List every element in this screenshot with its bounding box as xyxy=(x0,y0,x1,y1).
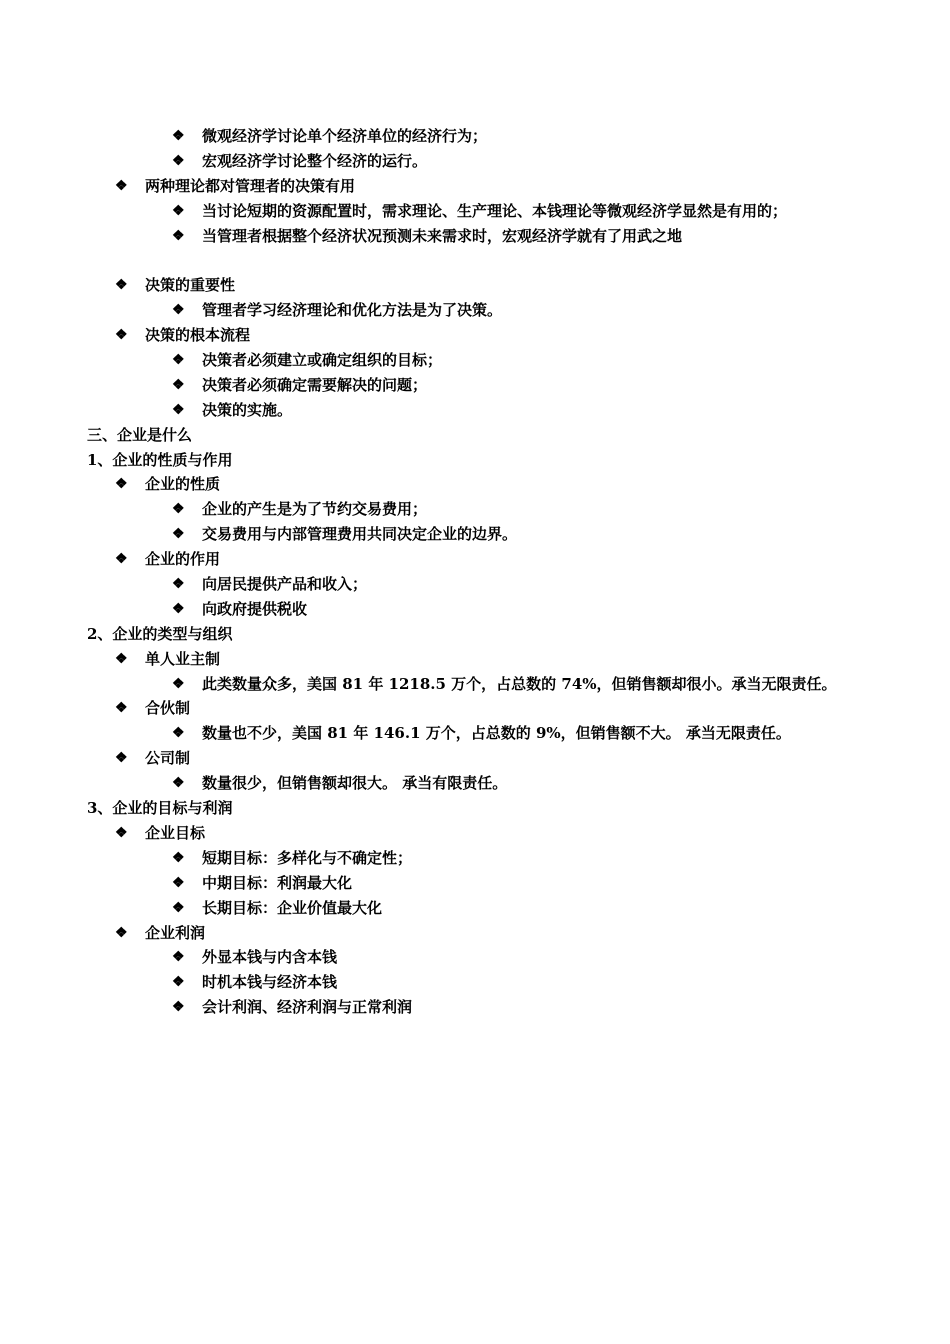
diamond-bullet-icon: ❖ xyxy=(115,924,128,941)
bullet-text: 企业的产生是为了节约交易费用； xyxy=(202,500,428,519)
heading-line xyxy=(87,796,927,821)
bullet-text: 短期目标：多样化与不确定性； xyxy=(202,848,413,867)
bullet-text: 外显本钱与内含本钱 xyxy=(202,948,338,967)
bullet-item-level1 xyxy=(87,472,927,497)
diamond-bullet-icon: ❖ xyxy=(172,526,185,543)
document-body xyxy=(87,124,927,1020)
diamond-bullet-icon: ❖ xyxy=(115,177,128,194)
diamond-bullet-icon: ❖ xyxy=(172,600,185,617)
bullet-text: 交易费用与内部管理费用共同决定企业的边界。 xyxy=(202,525,518,544)
bullet-item-level2 xyxy=(87,572,927,597)
diamond-bullet-icon: ❖ xyxy=(172,202,185,219)
bullet-item-level1 xyxy=(87,273,927,298)
diamond-bullet-icon: ❖ xyxy=(172,302,185,319)
bullet-text: 当讨论短期的资源配置时，需求理论、生产理论、本钱理论等微观经济学显然是有用的； xyxy=(202,201,788,220)
bullet-item-level1 xyxy=(87,647,927,672)
diamond-bullet-icon: ❖ xyxy=(115,476,128,493)
bullet-text: 宏观经济学讨论整个经济的运行。 xyxy=(202,151,428,170)
bullet-item-level2 xyxy=(87,149,927,174)
section-heading-text: 3、企业的目标与利润 xyxy=(87,799,233,818)
bullet-item-level2 xyxy=(87,721,927,746)
diamond-bullet-icon: ❖ xyxy=(172,849,185,866)
bullet-text: 单人业主制 xyxy=(145,649,221,668)
diamond-bullet-icon: ❖ xyxy=(172,401,185,418)
diamond-bullet-icon: ❖ xyxy=(115,327,128,344)
heading-line xyxy=(87,622,927,647)
diamond-bullet-icon: ❖ xyxy=(172,725,185,742)
diamond-bullet-icon: ❖ xyxy=(172,376,185,393)
bullet-item-level2 xyxy=(87,970,927,995)
bullet-item-level2 xyxy=(87,995,927,1020)
bullet-text: 微观经济学讨论单个经济单位的经济行为； xyxy=(202,127,488,145)
diamond-bullet-icon: ❖ xyxy=(115,551,128,568)
bullet-item-level2 xyxy=(87,224,927,249)
heading-line xyxy=(87,448,927,473)
bullet-text: 决策者必须建立或确定组织的目标； xyxy=(202,351,443,370)
bullet-item-level2 xyxy=(87,871,927,896)
diamond-bullet-icon: ❖ xyxy=(172,775,185,792)
bullet-item-level2 xyxy=(87,298,927,323)
diamond-bullet-icon: ❖ xyxy=(172,899,185,916)
bullet-text: 企业目标 xyxy=(145,823,206,842)
bullet-item-level2 xyxy=(87,945,927,970)
bullet-item-level2 xyxy=(87,771,927,796)
diamond-bullet-icon: ❖ xyxy=(172,227,185,244)
bullet-item-level2 xyxy=(87,497,927,522)
diamond-bullet-icon: ❖ xyxy=(115,700,128,717)
bullet-text: 决策者必须确定需要解决的问题； xyxy=(202,375,428,394)
bullet-item-level1 xyxy=(87,547,927,572)
bullet-text: 公司制 xyxy=(145,749,191,768)
diamond-bullet-icon: ❖ xyxy=(172,974,185,991)
diamond-bullet-icon: ❖ xyxy=(172,128,185,144)
bullet-item-level2 xyxy=(87,522,927,547)
bullet-item-level1 xyxy=(87,696,927,721)
bullet-item-level2 xyxy=(87,597,927,622)
bullet-text: 向政府提供税收 xyxy=(202,599,308,618)
diamond-bullet-icon: ❖ xyxy=(115,824,128,841)
bullet-text: 两种理论都对管理者的决策有用 xyxy=(145,176,356,195)
bullet-item-level2 xyxy=(87,124,927,149)
bullet-text: 企业的性质 xyxy=(145,475,221,494)
bullet-item-level1 xyxy=(87,174,927,199)
bullet-item-level2 xyxy=(87,199,927,224)
bullet-item-level2 xyxy=(87,373,927,398)
section-heading-text: 三、企业是什么 xyxy=(87,425,193,444)
diamond-bullet-icon: ❖ xyxy=(172,874,185,891)
bullet-text: 决策的重要性 xyxy=(145,276,236,295)
section-heading-text: 2、企业的类型与组织 xyxy=(87,624,233,643)
diamond-bullet-icon: ❖ xyxy=(115,650,128,667)
bullet-text: 企业的作用 xyxy=(145,550,221,569)
blank-line xyxy=(87,248,927,273)
bullet-text: 决策的实施。 xyxy=(202,400,293,419)
bullet-text: 当管理者根据整个经济状况预测未来需求时，宏观经济学就有了用武之地 xyxy=(202,226,683,245)
bullet-item-level1 xyxy=(87,323,927,348)
bullet-text: 企业利润 xyxy=(145,923,206,942)
bullet-text: 会计利润、经济利润与正常利润 xyxy=(202,998,413,1017)
diamond-bullet-icon: ❖ xyxy=(172,999,185,1016)
bullet-text: 长期目标：企业价值最大化 xyxy=(202,898,383,917)
heading-line xyxy=(87,423,927,448)
bullet-item-level1 xyxy=(87,746,927,771)
diamond-bullet-icon: ❖ xyxy=(172,675,185,692)
diamond-bullet-icon: ❖ xyxy=(172,501,185,518)
bullet-text: 管理者学习经济理论和优化方法是为了决策。 xyxy=(202,301,503,320)
bullet-text: 中期目标：利润最大化 xyxy=(202,873,353,892)
bullet-item-level2 xyxy=(87,348,927,373)
diamond-bullet-icon: ❖ xyxy=(172,152,185,169)
diamond-bullet-icon: ❖ xyxy=(172,576,185,593)
bullet-text: 决策的根本流程 xyxy=(145,326,251,345)
bullet-text: 数量很少，但销售额却很大。 承当有限责任。 xyxy=(202,774,508,793)
bullet-text: 合伙制 xyxy=(145,699,191,718)
section-heading-text: 1、企业的性质与作用 xyxy=(87,450,233,469)
diamond-bullet-icon: ❖ xyxy=(115,277,128,294)
bullet-text: 向居民提供产品和收入； xyxy=(202,575,368,594)
diamond-bullet-icon: ❖ xyxy=(115,750,128,767)
bullet-item-level2 xyxy=(87,896,927,921)
bullet-item-level2 xyxy=(87,672,927,697)
bullet-item-level2 xyxy=(87,846,927,871)
bullet-item-level2 xyxy=(87,398,927,423)
diamond-bullet-icon: ❖ xyxy=(172,352,185,369)
bullet-item-level1 xyxy=(87,821,927,846)
bullet-text: 此类数量众多，美国 81 年 1218.5 万个，占总数的 74%，但销售额却很小。承当无限责任。 xyxy=(202,674,837,693)
diamond-bullet-icon: ❖ xyxy=(172,949,185,966)
bullet-item-level1 xyxy=(87,921,927,946)
bullet-text: 数量也不少，美国 81 年 146.1 万个，占总数的 9%，但销售额不大。 承当无限责任。 xyxy=(202,724,791,743)
bullet-text: 时机本钱与经济本钱 xyxy=(202,973,338,992)
